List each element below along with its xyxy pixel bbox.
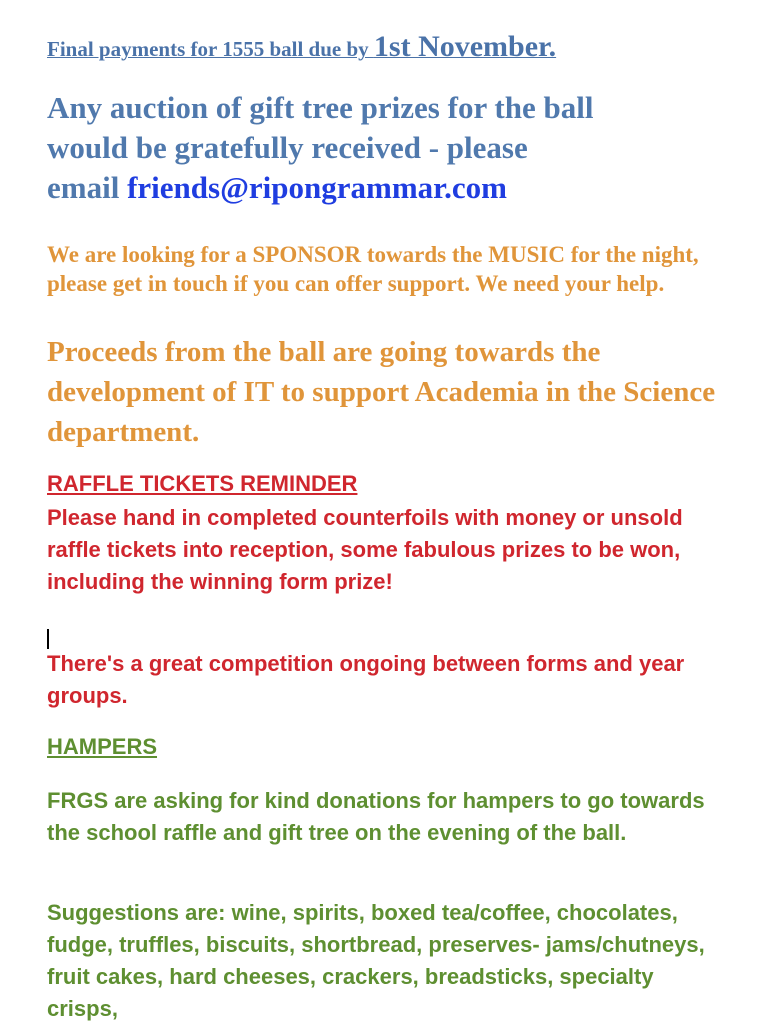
raffle-body: Please hand in completed counterfoils with money or unsold raffle tickets into reception, some fabulous prizes to be won, including the winning form prize! [47,505,683,594]
proceeds-notice: Proceeds from the ball are going towards the development of IT to support Academia in the Science department. [47,336,716,448]
auction-notice [47,88,593,208]
hampers-heading: HAMPERS [47,734,158,759]
auction-email-prefix: email [47,170,128,205]
auction-line-2: would be gratefully received - please [47,130,528,165]
hampers-body: FRGS are asking for kind donations for hampers to go towards the school raffle and gift tree on the evening of the ball. [47,788,705,845]
auction-email-link[interactable]: friends@ripongrammar.com [127,170,507,205]
payments-date: 1st November. [373,30,557,63]
payments-text: Final payments for 1555 ball due by [47,37,374,61]
payments-notice [47,30,556,64]
raffle-competition: There's a great competition ongoing between forms and year groups. [47,651,685,708]
sponsor-notice: We are looking for a SPONSOR towards the MUSIC for the night, please get in touch if you can offer support. We need your help. [47,242,699,296]
text-cursor [47,629,49,649]
auction-line-1: Any auction of gift tree prizes for the ball [47,90,594,125]
auction-line-3 [47,168,593,208]
hampers-suggestions: Suggestions are: wine, spirits, boxed tea/coffee, chocolates, fudge, truffles, biscuits, shortbread, preserves- jams/chutneys, fruit cakes, hard cheeses, crackers, breadsticks, specialty crisps, [47,900,705,1021]
raffle-heading: RAFFLE TICKETS REMINDER [47,471,358,496]
